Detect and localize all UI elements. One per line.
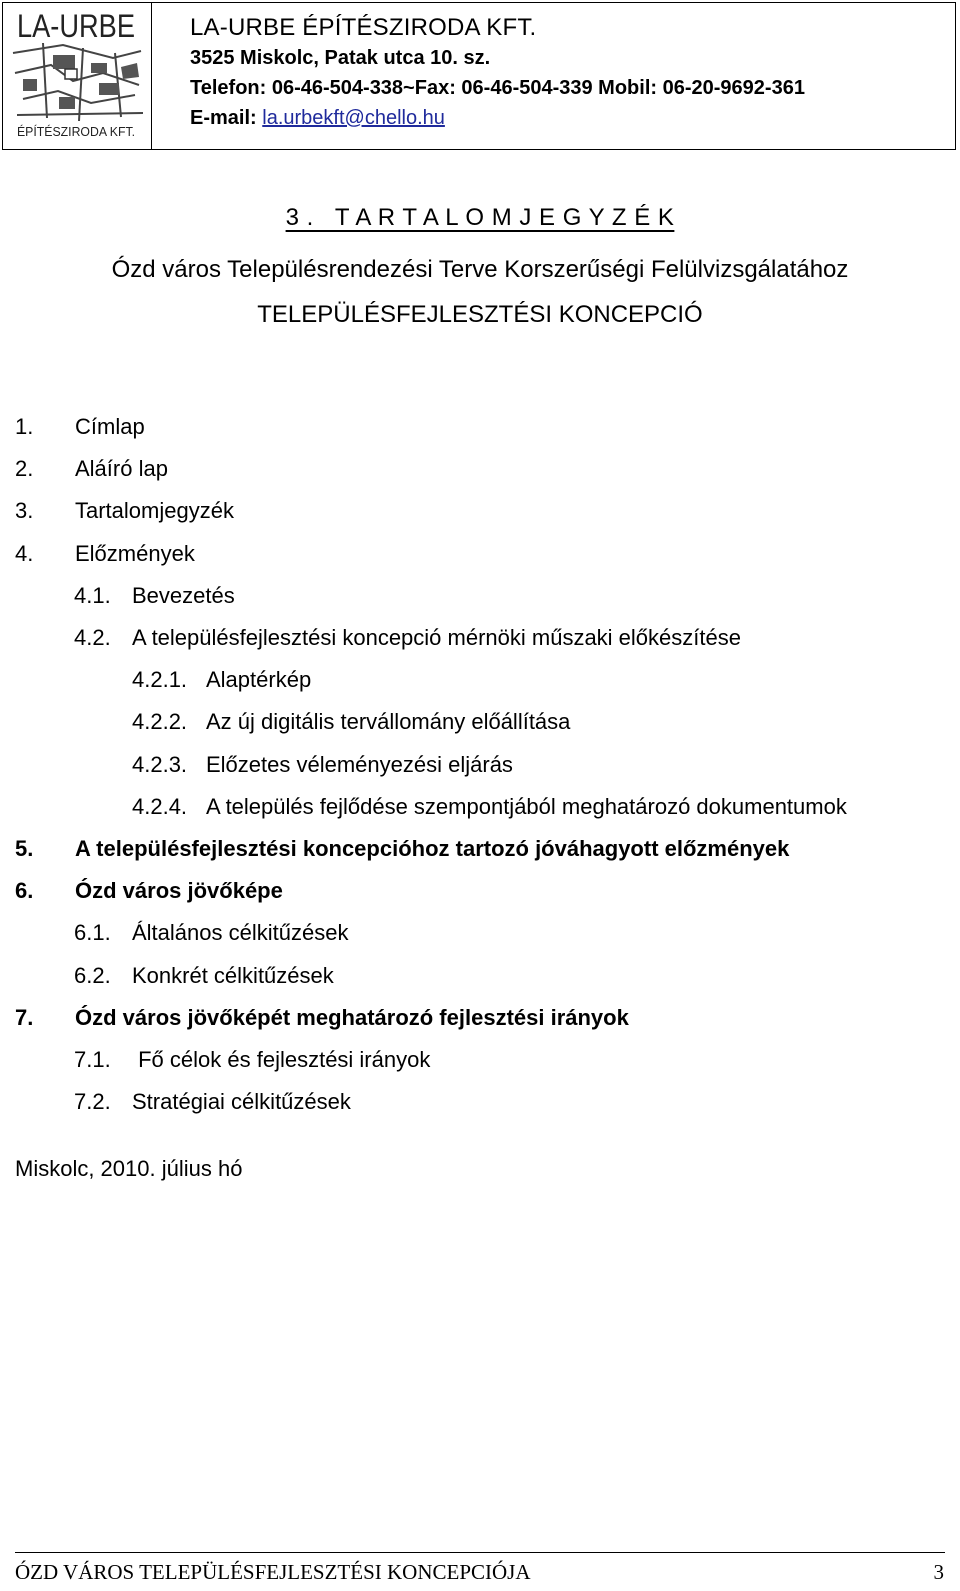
toc-item bbox=[15, 414, 145, 440]
place-and-date: Miskolc, 2010. július hó bbox=[15, 1156, 243, 1181]
toc-item-label: A településfejlesztési koncepcióhoz tartozó jóváhagyott előzmények bbox=[75, 836, 790, 861]
toc-item bbox=[15, 836, 789, 862]
toc-item-number: 4.2.4. bbox=[132, 793, 188, 819]
logo-top-text: LA-URBE bbox=[17, 8, 135, 44]
toc-item-label: Tartalomjegyzék bbox=[75, 498, 234, 524]
toc-item-number: 7. bbox=[15, 1004, 34, 1030]
toc-item-label: Általános célkitűzések bbox=[132, 920, 349, 946]
toc-item-number: 4.1. bbox=[74, 582, 111, 608]
toc-item bbox=[74, 1047, 430, 1073]
toc-item bbox=[132, 667, 311, 693]
letterhead bbox=[2, 2, 956, 150]
toc-item-number: 4.2. bbox=[74, 625, 111, 650]
company-phone: Telefon: 06-46-504-338~Fax: 06-46-504-339 Mobil: 06-20-9692-361 bbox=[190, 77, 805, 99]
toc-item bbox=[74, 625, 741, 651]
toc-item bbox=[74, 920, 348, 946]
company-name: LA-URBE ÉPÍTÉSZIRODA KFT. bbox=[190, 14, 537, 41]
toc-item-number: 5. bbox=[15, 836, 34, 861]
toc-item bbox=[15, 1005, 629, 1031]
document-subtitle: Ózd város Településrendezési Terve Korszerűségi Felülvizsgálatához bbox=[111, 256, 849, 283]
toc-item-label: Bevezetés bbox=[132, 582, 235, 608]
logo-map-graphic bbox=[3, 3, 150, 149]
toc-item-label: Aláíró lap bbox=[75, 456, 168, 482]
toc-item-label: Előzmények bbox=[75, 540, 195, 566]
toc-item-label: Fő célok és fejlesztési irányok bbox=[132, 1047, 431, 1072]
toc-item-label: Címlap bbox=[75, 414, 145, 439]
toc-item-number: 4.2.1. bbox=[132, 667, 188, 693]
toc-item-number: 4.2.2. bbox=[132, 709, 188, 735]
toc-item bbox=[15, 878, 283, 904]
toc-heading: 3 . T A R T A L O M J E G Y Z É K bbox=[285, 204, 675, 231]
toc-item-number: 6. bbox=[15, 878, 34, 904]
toc-item bbox=[74, 583, 235, 609]
toc-item-label: Stratégiai célkitűzések bbox=[132, 1089, 351, 1115]
toc-item-number: 7.1. bbox=[74, 1047, 111, 1072]
toc-item-number: 6.1. bbox=[74, 920, 111, 946]
toc-item bbox=[132, 709, 570, 735]
toc-item-number: 7.2. bbox=[74, 1089, 111, 1115]
toc-item bbox=[15, 456, 168, 482]
toc-item-label: Alaptérkép bbox=[206, 667, 312, 693]
logo-bottom-text: ÉPÍTÉSZIRODA KFT. bbox=[17, 124, 135, 139]
toc-item-label: Konkrét célkitűzések bbox=[132, 962, 334, 988]
document-subtitle-2: TELEPÜLÉSFEJLESZTÉSI KONCEPCIÓ bbox=[257, 301, 703, 328]
email-label: E-mail: bbox=[190, 107, 263, 129]
document-heading bbox=[0, 204, 960, 232]
toc-item-label: Előzetes véleményezési eljárás bbox=[206, 751, 513, 777]
toc-item-number: 4.2.3. bbox=[132, 751, 188, 777]
toc-item bbox=[15, 541, 195, 567]
toc-item-number: 2. bbox=[15, 456, 34, 482]
toc-item-number: 3. bbox=[15, 498, 34, 524]
toc-item-number: 1. bbox=[15, 414, 34, 439]
toc-item-label: A település fejlődése szempontjából meghatározó dokumentumok bbox=[206, 793, 847, 819]
toc-item-label: Az új digitális tervállomány előállítása bbox=[206, 709, 571, 735]
company-logo bbox=[3, 3, 152, 149]
company-address: 3525 Miskolc, Patak utca 10. sz. bbox=[190, 47, 491, 69]
toc-item-label: Ózd város jövőképét meghatározó fejlesztési irányok bbox=[75, 1004, 629, 1030]
email-link[interactable]: la.urbekft@chello.hu bbox=[262, 107, 445, 129]
toc-item bbox=[74, 963, 334, 989]
footer-title: ÓZD VÁROS TELEPÜLÉSFEJLESZTÉSI KONCEPCIÓJA bbox=[15, 1560, 531, 1584]
footer-divider bbox=[15, 1552, 945, 1553]
toc-item bbox=[132, 752, 513, 778]
toc-item bbox=[15, 498, 234, 524]
toc-item-label: A településfejlesztési koncepció mérnöki műszaki előkészítése bbox=[132, 625, 741, 650]
toc-item-label: Ózd város jövőképe bbox=[75, 878, 283, 904]
toc-item bbox=[132, 794, 847, 820]
toc-item-number: 6.2. bbox=[74, 962, 111, 988]
toc-item-number: 4. bbox=[15, 540, 34, 566]
toc-item bbox=[74, 1089, 351, 1115]
page-number: 3 bbox=[933, 1560, 944, 1584]
company-email-line bbox=[190, 103, 805, 133]
